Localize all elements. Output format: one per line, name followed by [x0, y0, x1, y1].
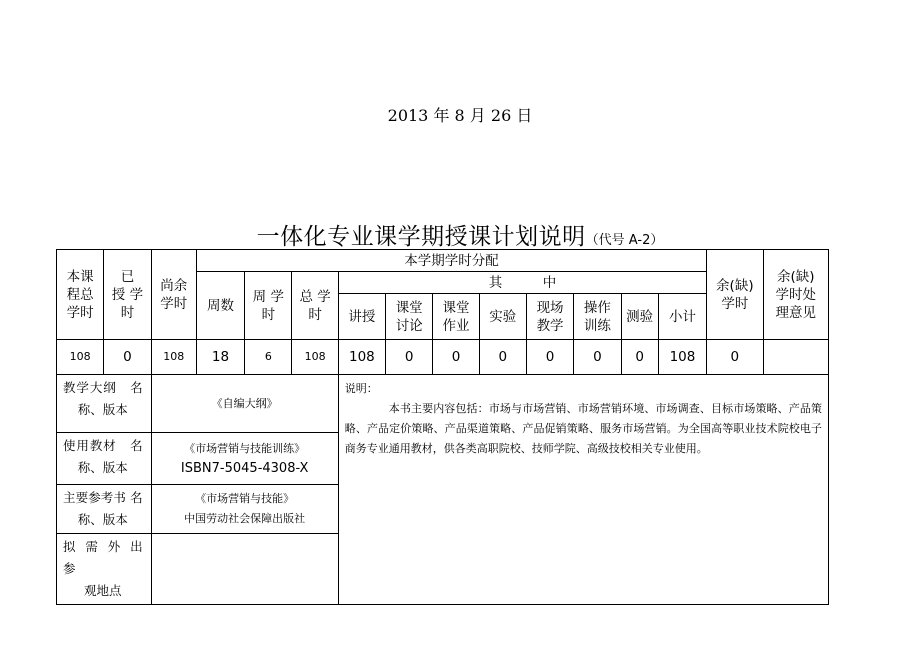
header-line: 时 — [261, 306, 276, 323]
textbook-isbn: ISBN7-5045-4308-X — [180, 460, 309, 476]
header-line: 教学 — [536, 317, 564, 334]
reference-label — [57, 485, 152, 534]
value-cell: 0 — [104, 340, 151, 375]
textbook-value — [151, 433, 338, 485]
header-line: 训练 — [583, 317, 611, 334]
value-cell: 108 — [292, 340, 338, 375]
header-line: 课堂 — [395, 299, 423, 316]
header-line: 程总 — [66, 286, 94, 303]
header-onsite — [526, 294, 573, 340]
header-weekly-hours — [245, 272, 292, 340]
header-line: 现场 — [536, 299, 564, 316]
value-cell: 0 — [386, 340, 433, 375]
label-line: 教学大纲 名 — [63, 380, 143, 395]
note-label: 说明： — [344, 382, 378, 395]
title-text: 一体化专业课学期授课计划说明 — [256, 224, 586, 250]
label-line: 称、版本 — [77, 512, 128, 527]
header-line: 讨论 — [395, 317, 423, 334]
visit-value — [151, 534, 338, 605]
label-line: 称、版本 — [77, 402, 128, 417]
header-line: 余(缺) — [716, 277, 754, 294]
header-total-hours — [57, 250, 104, 340]
value-cell: 108 — [151, 340, 196, 375]
reference-value — [151, 485, 338, 534]
header-lecture: 讲授 — [338, 294, 385, 340]
textbook-label — [57, 433, 152, 485]
header-experiment: 实验 — [479, 294, 526, 340]
date-line: 2013 年 8 月 26 日 — [387, 106, 533, 125]
header-surplus — [707, 250, 763, 340]
value-cell: 0 — [574, 340, 621, 375]
header-line: 学时 — [66, 304, 94, 321]
header-line: 学时 — [160, 295, 188, 312]
syllabus-value: 《自编大纲》 — [151, 375, 338, 433]
header-homework — [433, 294, 479, 340]
label-line: 观地点 — [84, 583, 122, 598]
label-line: 称、版本 — [77, 460, 128, 475]
visit-label — [57, 534, 168, 605]
header-line: 学时处 — [775, 286, 816, 303]
note-text: 本书主要内容包括：市场与市场营销、市场营销环境、市场调查、目标市场策略、产品策略、产品定价策略、产品渠道策略、产品促销策略、服务市场营销。为全国高等职业技术院校电子商务专业通用教材，供各类高职院校、技师学院、高级技校相关专业使用。 — [344, 402, 822, 455]
textbook-title: 《市场营销与技能训练》 — [184, 441, 306, 455]
header-line: 操作 — [583, 299, 611, 316]
header-line: 周 学 — [252, 288, 284, 305]
value-cell: 108 — [338, 340, 385, 375]
document-title — [0, 218, 920, 251]
header-line: 已 — [120, 268, 135, 285]
header-weeks: 周数 — [196, 272, 244, 340]
title-code: （代号 A-2） — [585, 233, 664, 248]
reference-publisher: 中国劳动社会保障出版社 — [184, 512, 306, 525]
header-line: 时 — [120, 304, 135, 321]
value-cell: 6 — [245, 340, 292, 375]
header-line: 作业 — [442, 317, 470, 334]
values-row — [57, 340, 829, 375]
header-line: 余(缺) — [776, 268, 815, 285]
header-remaining — [151, 250, 196, 340]
label-line: 拟需外出 参 — [63, 539, 168, 576]
reference-title: 《市场营销与技能》 — [195, 492, 295, 505]
value-cell: 0 — [433, 340, 479, 375]
header-line: 理意见 — [775, 304, 816, 321]
header-taught — [104, 250, 151, 340]
header-line: 总 学 — [299, 288, 331, 305]
header-distribution: 本学期学时分配 — [196, 250, 706, 272]
header-subtotal: 小计 — [658, 294, 706, 340]
header-test: 测验 — [621, 294, 658, 340]
label-line: 主要参考书 名 — [63, 490, 143, 505]
value-cell — [763, 340, 829, 375]
value-cell: 108 — [57, 340, 104, 375]
header-among: 其 中 — [338, 272, 706, 294]
header-line: 授 学 — [111, 286, 144, 303]
value-cell: 18 — [196, 340, 244, 375]
header-practice — [574, 294, 621, 340]
syllabus-label — [57, 375, 152, 433]
header-discussion — [386, 294, 433, 340]
header-line: 课堂 — [442, 299, 470, 316]
value-cell: 0 — [479, 340, 526, 375]
value-cell: 0 — [707, 340, 763, 375]
value-cell: 108 — [658, 340, 706, 375]
header-line: 时 — [308, 306, 322, 323]
value-cell: 0 — [526, 340, 573, 375]
plan-table — [56, 249, 829, 605]
value-cell: 0 — [621, 340, 658, 375]
header-total — [292, 272, 338, 340]
header-line: 本课 — [66, 268, 94, 285]
header-line: 学时 — [721, 295, 749, 312]
label-line: 使用教材 名 — [63, 438, 143, 453]
header-surplus-opinion — [763, 250, 829, 340]
header-line: 尚余 — [160, 277, 188, 294]
note-cell — [338, 375, 828, 605]
